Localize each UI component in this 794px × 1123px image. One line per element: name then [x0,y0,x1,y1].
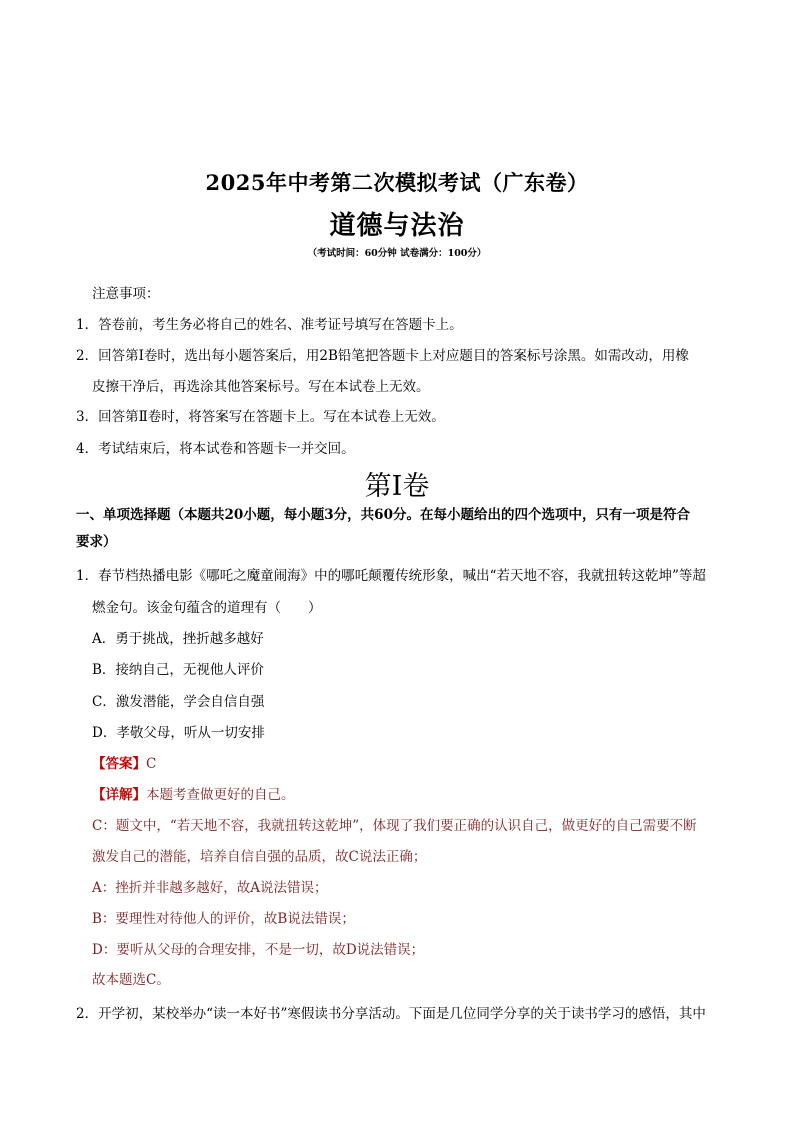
exam-info: （考试时间：60分钟 试卷满分：100分） [307,248,487,259]
answer-value: C [146,756,157,772]
explanation-line: C：题文中，“若天地不容，我就扭转这乾坤”，体现了我们要正确的认识自己，做更好的自己需要不断 [92,818,697,834]
subject-title: 道德与法治 [329,211,465,241]
explanation-line: D：要听从父母的合理安排，不是一切，故D说法错误； [92,942,425,958]
note-item: 1．答卷前，考生务必将自己的姓名、准考证号填写在答题卡上。 [76,317,463,333]
detail-label: 【详解】 [92,787,146,803]
exam-title: 2025年中考第二次模拟考试（广东卷） [205,170,589,195]
note-item: 3．回答第Ⅱ卷时，将答案写在答题卡上。写在本试卷上无效。 [76,409,445,425]
answer-label: 【答案】 [92,756,146,772]
section-title: 第Ⅰ卷 [364,471,430,502]
explanation-line: 激发自己的潜能，培养自信自强的品质，故C说法正确； [92,849,427,865]
note-item-continued: 皮擦干净后，再选涂其他答案标号。写在本试卷上无效。 [92,379,430,395]
detail-line [92,783,295,803]
section-instructions: 一、单项选择题（本题共20小题，每小题3分，共60分。在每小题给出的四个选项中，只有一项是符合 [76,507,690,523]
question-stem: 2．开学初，某校举办“读一本好书”寒假读书分享活动。下面是几位同学分享的关于读书学习的感悟，其中 [76,1006,706,1022]
note-item: 4．考试结束后，将本试卷和答题卡一并交回。 [76,441,355,457]
section-instructions-continued: 要求） [76,534,117,550]
answer-line [92,752,156,772]
option-c: C．激发潜能，学会自信自强 [92,694,265,710]
explanation-line: A：挫折并非越多越好，故A说法错误； [92,880,328,896]
detail-text: 本题考查做更好的自己。 [146,787,295,803]
notes-heading: 注意事项： [92,286,160,302]
question-stem: 1．春节档热播电影《哪吒之魔童闹海》中的哪吒颠覆传统形象，喊出“若天地不容，我就扭转这乾坤”等超 [76,568,706,584]
explanation-line: B：要理性对待他人的评价，故B说法错误； [92,911,355,927]
conclusion-line: 故本题选C。 [92,972,170,988]
option-a: A．勇于挑战，挫折越多越好 [92,631,264,647]
option-b: B．接纳自己，无视他人评价 [92,662,264,678]
note-item: 2．回答第Ⅰ卷时，选出每小题答案后，用2B铅笔把答题卡上对应题目的答案标号涂黑。如需改动，用橡 [76,348,689,364]
option-d: D．孝敬父母，听从一切安排 [92,725,265,741]
question-stem-continued: 燃金句。该金句蕴含的道理有（ ） [92,600,322,616]
